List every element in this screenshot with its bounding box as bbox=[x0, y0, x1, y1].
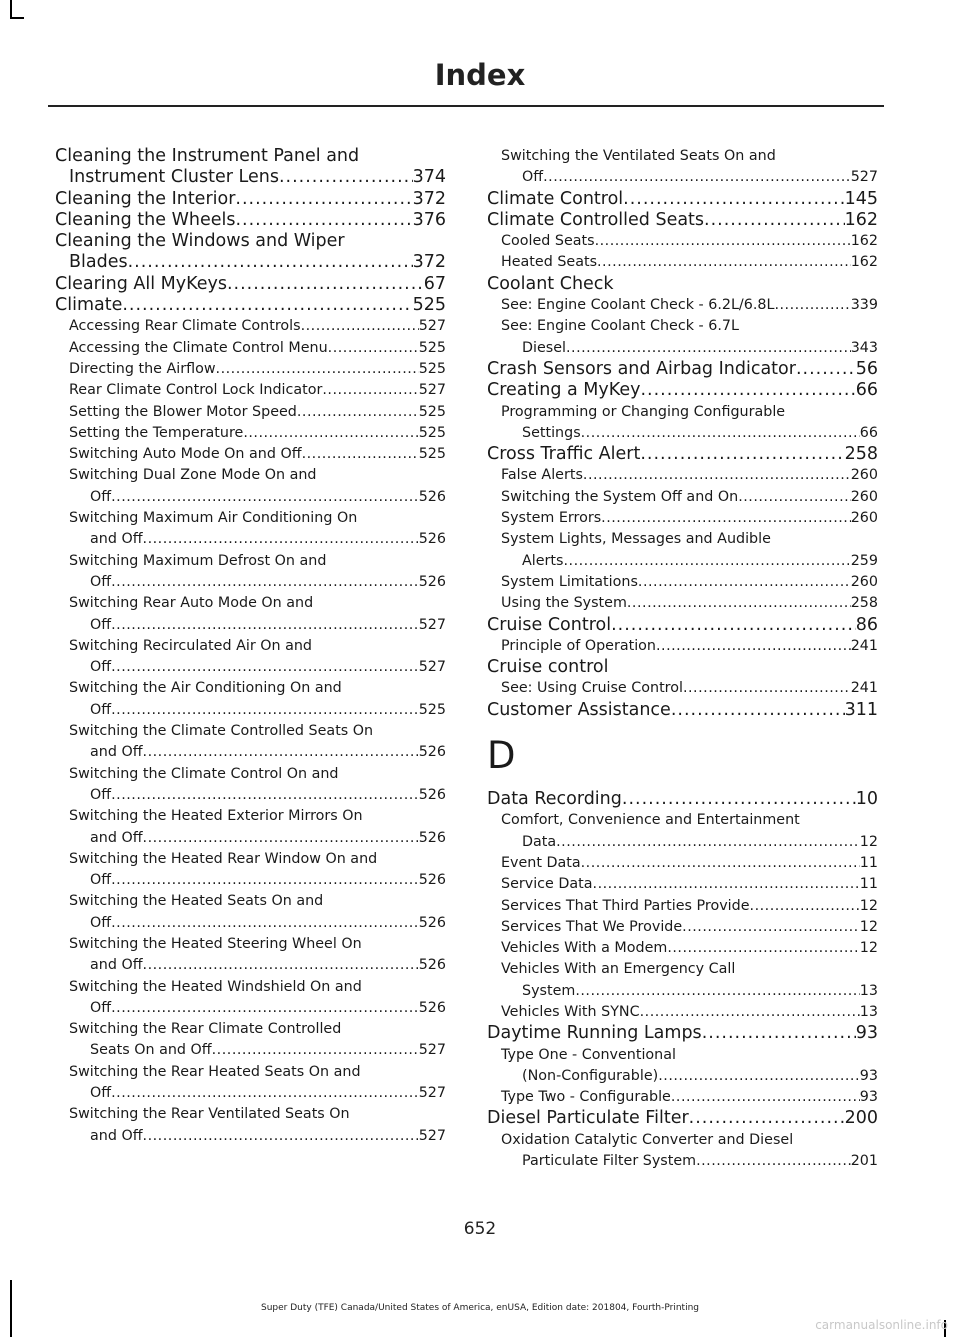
index-entry bbox=[487, 189, 878, 210]
dot-leader bbox=[601, 508, 851, 529]
dot-leader bbox=[682, 917, 860, 938]
entry-text: System Limitations bbox=[501, 573, 638, 590]
index-entry bbox=[487, 700, 878, 721]
page-reference: 12 bbox=[859, 918, 878, 935]
index-subentry bbox=[487, 832, 878, 853]
index-subentry bbox=[487, 295, 878, 316]
entry-text: Heated Seats bbox=[501, 254, 598, 271]
page-reference: 525 bbox=[418, 424, 446, 441]
dot-leader bbox=[563, 551, 850, 572]
entry-text: See: Engine Coolant Check - 6.2L/6.8L bbox=[501, 297, 775, 314]
index-subentry bbox=[55, 423, 446, 444]
index-subentry: Switching the Rear Ventilated Seats On bbox=[69, 1106, 350, 1123]
entry-text: Climate Control bbox=[487, 188, 624, 209]
index-subentry bbox=[487, 423, 878, 444]
index-subentry bbox=[487, 572, 878, 593]
dot-leader bbox=[702, 1023, 856, 1044]
entry-text: Off bbox=[90, 872, 112, 889]
entry-text: Using the System bbox=[501, 595, 627, 612]
dot-leader bbox=[143, 955, 419, 976]
page-reference: 526 bbox=[418, 914, 446, 931]
index-subentry: Switching the Heated Seats On and bbox=[69, 893, 324, 910]
index-subentry bbox=[55, 870, 446, 891]
page-reference: 527 bbox=[418, 382, 446, 399]
dot-leader bbox=[597, 252, 851, 273]
index-subentry bbox=[487, 896, 878, 917]
index-subentry bbox=[55, 700, 446, 721]
entry-text: Off bbox=[90, 573, 112, 590]
index-subentry bbox=[487, 874, 878, 895]
dot-leader bbox=[111, 785, 419, 806]
dot-leader bbox=[227, 274, 424, 295]
page-reference: 527 bbox=[418, 1085, 446, 1102]
dot-leader bbox=[297, 402, 419, 423]
dot-leader bbox=[212, 1040, 419, 1061]
page-reference: 526 bbox=[418, 829, 446, 846]
entry-text: Customer Assistance bbox=[487, 699, 671, 720]
index-subentry bbox=[55, 402, 446, 423]
index-subentry bbox=[487, 338, 878, 359]
index-entry: Cruise control bbox=[487, 657, 609, 678]
entry-text: and Off bbox=[90, 1127, 143, 1144]
entry-text: Off bbox=[90, 616, 112, 633]
page-reference: 13 bbox=[859, 982, 878, 999]
index-subentry: Switching Maximum Defrost On and bbox=[69, 552, 327, 569]
index-subentry bbox=[487, 917, 878, 938]
dot-leader bbox=[656, 636, 851, 657]
page-reference: 527 bbox=[418, 616, 446, 633]
entry-text: and Off bbox=[90, 957, 143, 974]
entry-text: Cooled Seats bbox=[501, 233, 595, 250]
index-entry: Cleaning the Instrument Panel and bbox=[55, 146, 360, 166]
index-subentry bbox=[487, 1066, 878, 1087]
page-reference: 260 bbox=[850, 488, 878, 505]
page-reference: 12 bbox=[859, 833, 878, 850]
index-subentry: Switching Maximum Air Conditioning On bbox=[69, 510, 358, 527]
index-subentry bbox=[55, 657, 446, 678]
dot-leader bbox=[235, 189, 412, 210]
dot-leader bbox=[143, 742, 419, 763]
page-reference: 66 bbox=[855, 380, 878, 401]
page-reference: 372 bbox=[412, 188, 446, 209]
dot-leader bbox=[566, 338, 851, 359]
page-reference: 93 bbox=[855, 1023, 878, 1044]
index-entry bbox=[487, 615, 878, 636]
dot-leader bbox=[627, 593, 851, 614]
dot-leader bbox=[581, 423, 860, 444]
entry-text: Seats On and Off bbox=[90, 1042, 212, 1059]
page-reference: 526 bbox=[418, 573, 446, 590]
entry-text: Diesel Particulate Filter bbox=[487, 1108, 689, 1129]
index-subentry: Switching Dual Zone Mode On and bbox=[69, 467, 317, 484]
index-subentry bbox=[55, 955, 446, 976]
index-subentry: Switching Rear Auto Mode On and bbox=[69, 595, 314, 612]
entry-text: See: Using Cruise Control bbox=[501, 680, 683, 697]
index-subentry bbox=[487, 1002, 878, 1023]
page-reference: 10 bbox=[855, 789, 878, 810]
dot-leader bbox=[658, 1066, 860, 1087]
index-subentry bbox=[55, 913, 446, 934]
index-subentry bbox=[487, 1087, 878, 1108]
dot-leader bbox=[750, 896, 860, 917]
entry-text: and Off bbox=[90, 744, 143, 761]
dot-leader bbox=[595, 231, 851, 252]
dot-leader bbox=[583, 465, 851, 486]
index-subentry: Switching the Ventilated Seats On and bbox=[501, 148, 776, 164]
entry-text: Data bbox=[522, 833, 557, 850]
index-subentry: Type One - Conventional bbox=[501, 1046, 676, 1063]
entry-text: and Off bbox=[90, 829, 143, 846]
index-entry bbox=[487, 380, 878, 401]
page-reference: 311 bbox=[844, 699, 878, 720]
entry-text: Daytime Running Lamps bbox=[487, 1023, 702, 1044]
dot-leader bbox=[111, 913, 419, 934]
entry-text: Accessing Rear Climate Controls bbox=[69, 318, 301, 335]
index-entry bbox=[487, 789, 878, 810]
page-reference: 162 bbox=[844, 209, 878, 230]
page-reference: 527 bbox=[418, 1042, 446, 1059]
dot-leader bbox=[640, 380, 855, 401]
index-subentry bbox=[55, 615, 446, 636]
index-subentry: Switching Recirculated Air On and bbox=[69, 637, 313, 654]
index-subentry bbox=[487, 465, 878, 486]
index-subentry bbox=[55, 444, 446, 465]
entry-text: Off bbox=[90, 701, 112, 718]
entry-text: Rear Climate Control Lock Indicator bbox=[69, 382, 323, 399]
entry-text: Setting the Blower Motor Speed bbox=[69, 403, 297, 420]
page-reference: 525 bbox=[418, 360, 446, 377]
crop-mark-top-left-h bbox=[10, 17, 24, 19]
dot-leader bbox=[111, 572, 419, 593]
index-entry: Cleaning the Windows and Wiper bbox=[55, 231, 345, 252]
index-subentry bbox=[55, 487, 446, 508]
index-subentry bbox=[487, 508, 878, 529]
entry-text: Setting the Temperature bbox=[69, 424, 244, 441]
entry-text: Directing the Airflow bbox=[69, 360, 216, 377]
entry-text: Cleaning the Wheels bbox=[55, 209, 236, 230]
entry-text: Cleaning the Interior bbox=[55, 188, 236, 209]
index-subentry: Vehicles With an Emergency Call bbox=[501, 961, 736, 978]
index-subentry bbox=[487, 593, 878, 614]
entry-text: Particulate Filter System bbox=[522, 1153, 697, 1170]
index-subentry bbox=[487, 167, 878, 188]
entry-text: Alerts bbox=[522, 552, 564, 569]
entry-text: System bbox=[522, 982, 576, 999]
page-reference: 527 bbox=[418, 318, 446, 335]
dot-leader bbox=[796, 359, 856, 380]
dot-leader bbox=[611, 615, 856, 636]
dot-leader bbox=[143, 529, 419, 550]
dot-leader bbox=[543, 167, 851, 188]
index-entry bbox=[487, 444, 878, 465]
index-entry bbox=[55, 274, 446, 295]
dot-leader bbox=[704, 210, 845, 231]
page-reference: 525 bbox=[418, 403, 446, 420]
dot-leader bbox=[581, 853, 860, 874]
entry-text: System Errors bbox=[501, 510, 602, 527]
dot-leader bbox=[128, 252, 413, 273]
entry-text: Climate bbox=[55, 295, 123, 316]
entry-text: Services That We Provide bbox=[501, 918, 683, 935]
page-reference: 525 bbox=[418, 339, 446, 356]
watermark-logo: carmanualsonline.info bbox=[815, 1318, 948, 1332]
entry-text: Off bbox=[90, 488, 112, 505]
page-reference: 525 bbox=[418, 446, 446, 463]
dot-leader bbox=[216, 359, 419, 380]
entry-text: Instrument Cluster Lens bbox=[69, 167, 279, 188]
page-reference: 258 bbox=[844, 444, 878, 465]
index-subentry bbox=[55, 828, 446, 849]
entry-text: Services That Third Parties Provide bbox=[501, 897, 750, 914]
page-reference: 526 bbox=[418, 786, 446, 803]
page-reference: 526 bbox=[418, 744, 446, 761]
dot-leader bbox=[638, 572, 851, 593]
page-reference: 526 bbox=[418, 999, 446, 1016]
index-entry bbox=[55, 252, 446, 273]
page-reference: 259 bbox=[850, 552, 878, 569]
index-subentry: Switching the Heated Steering Wheel On bbox=[69, 935, 362, 952]
entry-text: Vehicles With a Modem bbox=[501, 940, 668, 957]
index-entry bbox=[487, 1108, 878, 1129]
index-subentry bbox=[487, 231, 878, 252]
page-reference: 525 bbox=[418, 701, 446, 718]
index-entry bbox=[487, 359, 878, 380]
page-reference: 374 bbox=[412, 167, 446, 188]
index-subentry bbox=[55, 1083, 446, 1104]
index-subentry: Programming or Changing Configurable bbox=[501, 403, 786, 420]
index-subentry bbox=[55, 785, 446, 806]
dot-leader bbox=[111, 998, 419, 1019]
entry-text: Off bbox=[90, 1085, 112, 1102]
entry-text: (Non-Configurable) bbox=[522, 1067, 659, 1084]
index-subentry bbox=[487, 636, 878, 657]
dot-leader bbox=[122, 295, 412, 316]
page-title: Index bbox=[434, 58, 526, 92]
index-entry bbox=[55, 167, 446, 188]
page-reference: 527 bbox=[418, 659, 446, 676]
entry-text: Vehicles With SYNC bbox=[501, 1003, 640, 1020]
index-subentry bbox=[487, 938, 878, 959]
dot-leader bbox=[235, 210, 412, 231]
entry-text: Off bbox=[90, 999, 112, 1016]
dot-leader bbox=[328, 338, 419, 359]
entry-text: Accessing the Climate Control Menu bbox=[69, 339, 328, 356]
entry-text: Blades bbox=[69, 252, 128, 273]
page-reference: 526 bbox=[418, 957, 446, 974]
index-subentry: Switching the Heated Rear Window On and bbox=[69, 850, 378, 867]
page-reference: 525 bbox=[412, 295, 446, 316]
entry-text: Off bbox=[90, 786, 112, 803]
page-reference: 526 bbox=[418, 488, 446, 505]
page-reference: 343 bbox=[850, 339, 878, 356]
page-reference: 67 bbox=[423, 273, 446, 294]
entry-text: Off bbox=[522, 169, 544, 186]
index-subentry: See: Engine Coolant Check - 6.7L bbox=[501, 318, 739, 335]
dot-leader bbox=[111, 615, 419, 636]
index-column-left bbox=[55, 146, 446, 1147]
entry-text: Crash Sensors and Airbag Indicator bbox=[487, 358, 796, 379]
dot-leader bbox=[301, 316, 419, 337]
index-letter-heading: D bbox=[487, 734, 516, 778]
page-reference: 339 bbox=[850, 297, 878, 314]
dot-leader bbox=[143, 1126, 419, 1147]
page-reference: 526 bbox=[418, 872, 446, 889]
index-entry bbox=[487, 1023, 878, 1044]
page-reference: 527 bbox=[850, 169, 878, 186]
dot-leader bbox=[689, 1108, 845, 1129]
dot-leader bbox=[322, 380, 418, 401]
page-reference: 162 bbox=[850, 233, 878, 250]
index-column-right bbox=[487, 146, 878, 1172]
page-reference: 260 bbox=[850, 510, 878, 527]
dot-leader bbox=[111, 700, 419, 721]
dot-leader bbox=[111, 1083, 419, 1104]
dot-leader bbox=[640, 444, 844, 465]
index-subentry: Comfort, Convenience and Entertainment bbox=[501, 812, 800, 829]
index-subentry bbox=[55, 380, 446, 401]
index-subentry: Oxidation Catalytic Converter and Diesel bbox=[501, 1131, 794, 1148]
entry-text: Diesel bbox=[522, 339, 566, 356]
page-reference: 93 bbox=[859, 1089, 878, 1106]
dot-leader bbox=[640, 1002, 860, 1023]
index-subentry bbox=[55, 572, 446, 593]
index-subentry: Switching the Climate Control On and bbox=[69, 765, 339, 782]
header-divider bbox=[48, 105, 884, 107]
page-reference: 258 bbox=[850, 595, 878, 612]
page-reference: 241 bbox=[850, 637, 878, 654]
page-reference: 12 bbox=[859, 940, 878, 957]
index-subentry bbox=[55, 998, 446, 1019]
entry-text: Switching Auto Mode On and Off bbox=[69, 446, 302, 463]
entry-text: Settings bbox=[522, 424, 581, 441]
crop-mark-top-left bbox=[10, 0, 12, 18]
index-subentry: Switching the Rear Climate Controlled bbox=[69, 1021, 342, 1038]
page-number: 652 bbox=[463, 1219, 497, 1239]
dot-leader bbox=[243, 423, 418, 444]
entry-text: Type Two - Configurable bbox=[501, 1089, 671, 1106]
dot-leader bbox=[593, 874, 860, 895]
entry-text: Data Recording bbox=[487, 789, 622, 810]
dot-leader bbox=[622, 789, 856, 810]
entry-text: Creating a MyKey bbox=[487, 380, 641, 401]
index-subentry bbox=[55, 1126, 446, 1147]
index-entry bbox=[55, 295, 446, 316]
page-reference: 241 bbox=[850, 680, 878, 697]
index-entry bbox=[55, 189, 446, 210]
entry-text: and Off bbox=[90, 531, 143, 548]
index-subentry bbox=[487, 678, 878, 699]
page-reference: 260 bbox=[850, 467, 878, 484]
index-subentry: Switching the Rear Heated Seats On and bbox=[69, 1063, 361, 1080]
footer-edition-info: Super Duty (TFE) Canada/United States of America, enUSA, Edition date: 201804, Fourth-Printing bbox=[260, 1303, 699, 1313]
entry-text: Off bbox=[90, 659, 112, 676]
dot-leader bbox=[667, 938, 859, 959]
page-reference: 11 bbox=[859, 876, 878, 893]
page-reference: 200 bbox=[844, 1108, 878, 1129]
index-subentry bbox=[487, 853, 878, 874]
dot-leader bbox=[279, 167, 413, 188]
index-subentry bbox=[487, 551, 878, 572]
index-subentry: System Lights, Messages and Audible bbox=[501, 531, 771, 548]
dot-leader bbox=[575, 981, 859, 1002]
page-reference: 86 bbox=[855, 614, 878, 635]
dot-leader bbox=[671, 1087, 860, 1108]
index-subentry bbox=[55, 1040, 446, 1061]
entry-text: Clearing All MyKeys bbox=[55, 273, 227, 294]
page-reference: 162 bbox=[850, 254, 878, 271]
entry-text: Switching the System Off and On bbox=[501, 488, 739, 505]
index-subentry bbox=[487, 487, 878, 508]
entry-text: Off bbox=[90, 914, 112, 931]
page-reference: 372 bbox=[412, 252, 446, 273]
entry-text: Climate Controlled Seats bbox=[487, 209, 705, 230]
page-reference: 13 bbox=[859, 1003, 878, 1020]
page-reference: 12 bbox=[859, 897, 878, 914]
page-reference: 145 bbox=[844, 188, 878, 209]
page-reference: 526 bbox=[418, 531, 446, 548]
index-subentry bbox=[55, 338, 446, 359]
index-subentry bbox=[487, 1151, 878, 1172]
page-reference: 376 bbox=[412, 209, 446, 230]
dot-leader bbox=[111, 870, 419, 891]
index-subentry bbox=[487, 252, 878, 273]
entry-text: Cruise Control bbox=[487, 614, 612, 635]
index-subentry bbox=[55, 359, 446, 380]
page-reference: 93 bbox=[859, 1067, 878, 1084]
page-reference: 201 bbox=[850, 1153, 878, 1170]
index-subentry bbox=[55, 529, 446, 550]
index-subentry: Switching the Heated Exterior Mirrors On bbox=[69, 808, 363, 825]
index-subentry: Switching the Heated Windshield On and bbox=[69, 978, 362, 995]
index-subentry bbox=[487, 981, 878, 1002]
page-reference: 66 bbox=[859, 424, 878, 441]
index-subentry bbox=[55, 316, 446, 337]
entry-text: False Alerts bbox=[501, 467, 583, 484]
page-reference: 11 bbox=[859, 854, 878, 871]
dot-leader bbox=[671, 700, 845, 721]
index-entry: Coolant Check bbox=[487, 273, 614, 294]
index-entry bbox=[487, 210, 878, 231]
dot-leader bbox=[774, 295, 850, 316]
index-subentry bbox=[55, 742, 446, 763]
index-subentry: Switching the Climate Controlled Seats On bbox=[69, 723, 374, 740]
entry-text: Principle of Operation bbox=[501, 637, 656, 654]
dot-leader bbox=[556, 832, 860, 853]
dot-leader bbox=[738, 487, 851, 508]
page-reference: 527 bbox=[418, 1127, 446, 1144]
dot-leader bbox=[111, 487, 419, 508]
page-reference: 56 bbox=[855, 358, 878, 379]
dot-leader bbox=[683, 678, 851, 699]
entry-text: Event Data bbox=[501, 854, 581, 871]
index-entry bbox=[55, 210, 446, 231]
dot-leader bbox=[143, 828, 419, 849]
dot-leader bbox=[111, 657, 419, 678]
dot-leader bbox=[696, 1151, 851, 1172]
entry-text: Cross Traffic Alert bbox=[487, 444, 641, 465]
dot-leader bbox=[302, 444, 419, 465]
page-reference: 260 bbox=[850, 573, 878, 590]
dot-leader bbox=[623, 189, 844, 210]
index-subentry: Switching the Air Conditioning On and bbox=[69, 680, 342, 697]
entry-text: Service Data bbox=[501, 876, 593, 893]
